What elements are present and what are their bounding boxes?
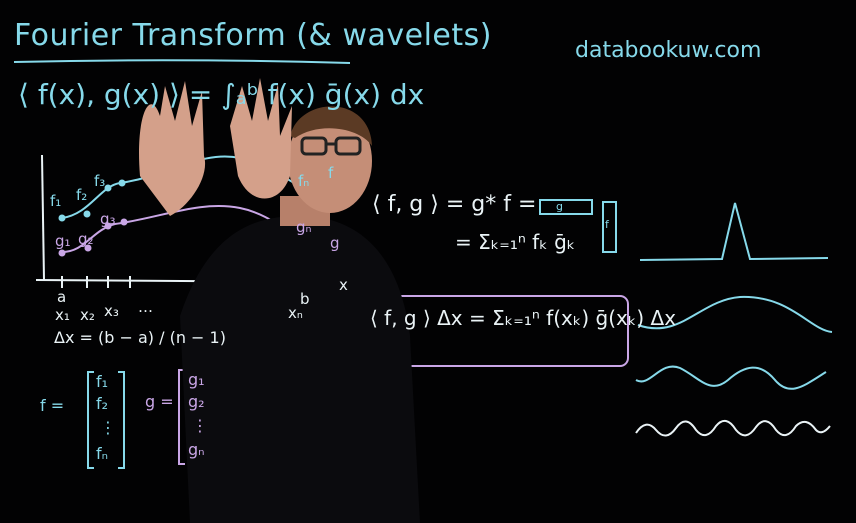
vector-g-entry-1: g₁: [188, 370, 205, 389]
inner-product-integral: ⟨ f(x), g(x) ⟩ = ∫ₐᵇ f(x) ḡ(x) dx: [18, 78, 425, 111]
mid-frequency-wave: [636, 367, 826, 389]
f2-label: f₂: [76, 186, 88, 204]
f-curve-label: f: [328, 164, 334, 182]
x1-label: x₁: [55, 306, 70, 324]
vector-f-entry-2: f₂: [96, 394, 109, 413]
ellipsis-label: …: [138, 298, 153, 316]
spike-waveform: [640, 203, 828, 260]
presenter-figure: [130, 76, 420, 523]
g2-label: g₂: [78, 230, 94, 248]
row-vector-box: [540, 200, 592, 214]
vector-f-entry-dots: ⋮: [100, 418, 116, 437]
vector-f-entry-1: f₁: [96, 372, 109, 391]
title-underline: [14, 60, 350, 63]
inner-product-vector: ⟨ f, g ⟩ = g* f =: [372, 192, 537, 217]
f3-label: f₃: [94, 172, 106, 190]
g-curve-label: g: [330, 234, 340, 252]
vector-f-entry-n: fₙ: [96, 444, 109, 463]
gn-label: gₙ: [296, 218, 312, 236]
b-label: b: [300, 290, 310, 308]
delta-x-formula: Δx = (b − a) / (n − 1): [54, 328, 226, 347]
vector-g-entry-n: gₙ: [188, 440, 205, 459]
vector-g-entry-2: g₂: [188, 392, 205, 411]
vector-f-name: f =: [40, 396, 65, 415]
vector-g-entry-dots: ⋮: [192, 416, 208, 435]
vector-g-name: g =: [145, 392, 174, 411]
high-frequency-wave: [636, 421, 830, 436]
column-vector-label: f: [605, 218, 609, 231]
fn-label: fₙ: [298, 172, 310, 190]
website-label: databookuw.com: [575, 38, 762, 63]
xn-label: xₙ: [288, 304, 303, 322]
presenter-body: [180, 216, 420, 523]
vector-f-bracket-right: [118, 372, 124, 468]
a-label: a: [57, 288, 67, 306]
x-axis-label: x: [339, 276, 348, 294]
plot-y-axis: [42, 155, 44, 280]
g1-label: g₁: [55, 232, 71, 250]
riemann-sum-formula: ⟨ f, g ⟩ Δx = Σₖ₌₁ⁿ f(xₖ) ḡ(xₖ) Δx: [370, 306, 677, 330]
f1-label: f₁: [50, 192, 62, 210]
g3-label: g₃: [100, 210, 116, 228]
x2-label: x₂: [80, 306, 95, 324]
page-title: Fourier Transform (& wavelets): [14, 18, 492, 53]
inner-product-sum: = Σₖ₌₁ⁿ fₖ ḡₖ: [455, 230, 576, 254]
vector-f-bracket-left: [88, 372, 94, 468]
x3-label: x₃: [104, 302, 119, 320]
row-vector-label: g: [556, 200, 563, 213]
